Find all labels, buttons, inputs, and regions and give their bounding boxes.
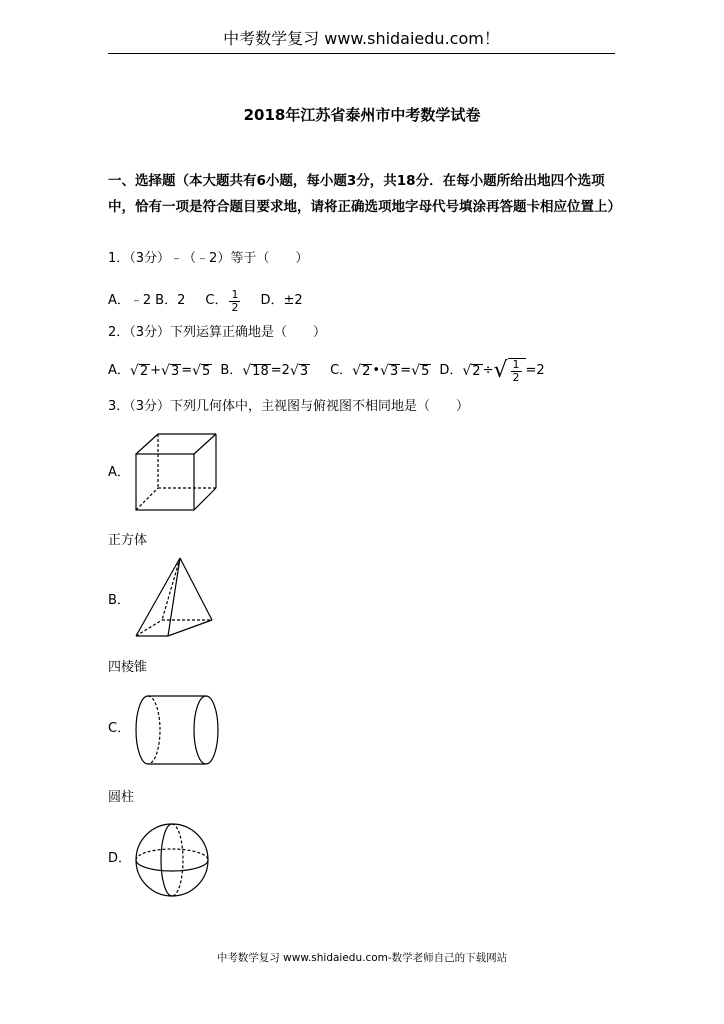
q2-c-radicand-2: 3 [389,363,399,379]
q2-d-radicand-frac [508,358,526,384]
q2-b-radicand-1: 18 [252,363,269,379]
sphere-figure [134,822,210,898]
radical-icon: √ [161,363,170,379]
q2-stem: 2．（3分）下列运算正确地是（ ） [108,325,327,340]
q2-d-denominator: 2 [512,371,520,384]
q2-option-a-label: A． [108,363,130,378]
q2-d-fraction [511,359,522,384]
q1-c-denominator: 2 [231,300,239,314]
radical-icon: √ [462,363,472,379]
q3-option-c-name: 圆柱 [108,790,135,805]
q2-c-radicand-1: 2 [362,363,371,379]
q1-option-c-fraction [229,289,240,314]
q2-d-op: ÷ [482,363,494,378]
q3-option-c-label: C． [108,721,131,736]
q2-a-radicand-2: 3 [170,363,180,379]
radical-icon: √ [352,363,362,379]
q1-option-a: A．﹣2 [108,293,152,308]
radical-icon: √ [192,363,202,379]
q1-options [108,286,303,316]
q2-d-radicand-1: 2 [472,363,481,379]
section-heading: 一、选择题（本大题共有6小题，每小题3分，共18分．在每小题所给出地四个选项中，恰有一项是符合题目要求地，请将正确选项地字母代号填涂再答题卡相应位置上） [108,173,621,215]
page-footer: 中考数学复习 www.shidaiedu.com-数学老师自己的下载网站 [216,952,508,964]
cube-figure [134,432,218,512]
q2-b-radicand-2: 3 [299,363,309,379]
q2-c-radicand-3: 5 [421,363,430,379]
radical-icon: √ [289,363,299,379]
q1-option-d: D．±2 [260,293,303,308]
page-title: 2018年江苏省泰州市中考数学试卷 [243,106,481,124]
q1-c-numerator: 1 [231,287,239,301]
radical-icon: √ [380,363,389,379]
q1-stem: 1．（3分）﹣（﹣2）等于（ ） [108,251,309,266]
q3-stem: 3．（3分）下列几何体中，主视图与俯视图不相同地是（ ） [108,399,470,414]
q2-options [108,356,545,386]
q2-a-radicand-3: 5 [202,363,211,379]
q2-c-eq: = [400,363,412,378]
pyramid-figure [134,556,216,640]
q2-c-op: • [372,363,381,378]
radical-icon: √ [411,363,421,379]
q3-option-a-name: 正方体 [108,533,148,548]
q2-b-eq: =2 [270,363,290,378]
q2-a-op: + [150,363,162,378]
q3-option-b-label: B． [108,593,130,608]
q2-a-radicand-1: 2 [139,363,149,379]
q1-option-c-label: C． [205,293,228,308]
q3-option-a-label: A． [108,465,130,480]
radical-icon: √ [129,363,139,379]
q3-option-b-name: 四棱锥 [108,660,148,675]
radical-icon: √ [242,363,252,379]
cylinder-figure [134,694,220,766]
q2-d-eq: =2 [525,363,545,378]
page-header: 中考数学复习 www.shidaiedu.com！ [108,26,615,54]
q1-option-b: B．2 [155,293,186,308]
q2-option-b-label: B． [220,363,243,378]
q2-option-d-label: D． [439,363,463,378]
q2-a-eq: = [181,363,193,378]
radical-icon: √ [493,358,508,383]
q2-d-numerator: 1 [512,358,520,371]
q3-option-d-label: D． [108,851,132,866]
q2-option-c-label: C． [330,363,353,378]
